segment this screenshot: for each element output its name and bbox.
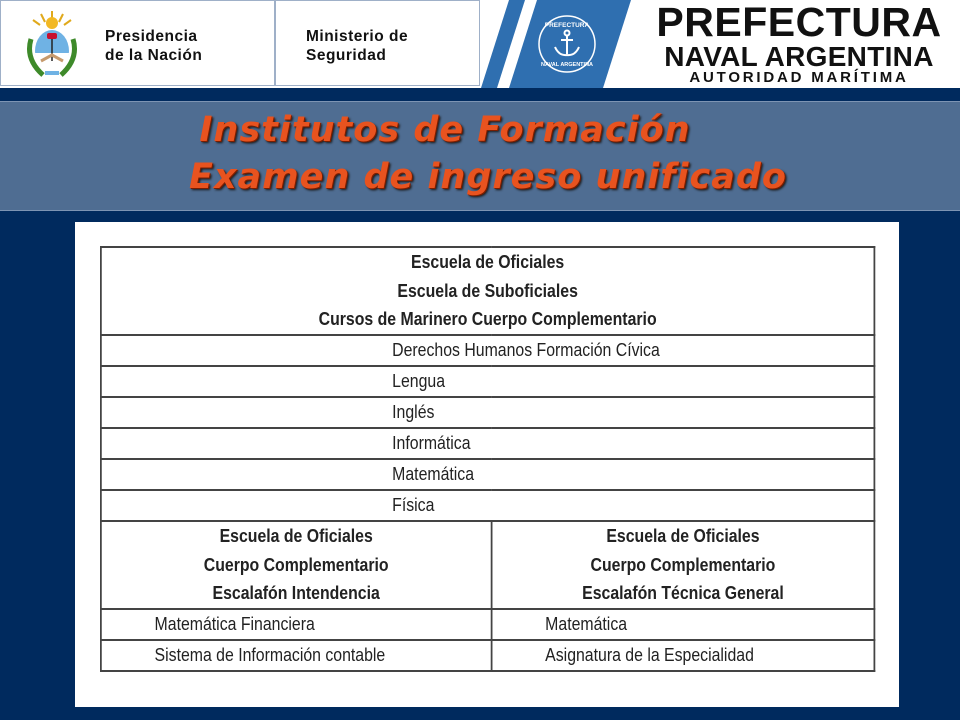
table-row	[101, 397, 875, 428]
header-banner	[0, 0, 960, 88]
right-header-line: Escuela de Oficiales	[606, 526, 760, 547]
subject-cell	[101, 366, 875, 397]
right-header-line: Cuerpo Complementario	[590, 554, 776, 575]
right-subject-cell: Asignatura de la Especialidad	[492, 640, 875, 671]
left-subject-cell: Sistema de Información contable	[101, 640, 492, 671]
table-row	[101, 428, 875, 459]
pna-title-line-1: PREFECTURA	[656, 0, 942, 45]
ministerio-label	[306, 27, 408, 65]
subject-label: Derechos Humanos Formación Cívica	[392, 340, 660, 360]
table-row	[101, 366, 875, 397]
subject-cell	[101, 490, 875, 521]
common-header-cell	[101, 247, 875, 335]
subject-label: Informática	[392, 433, 471, 453]
common-header-line: Escuela de Oficiales	[411, 252, 565, 273]
coat-of-arms-icon	[23, 9, 81, 79]
presidencia-box	[0, 0, 275, 86]
right-subject-cell: Matemática	[492, 609, 875, 640]
common-header-line: Cursos de Marinero Cuerpo Complementario	[318, 309, 657, 330]
pna-title-line-3: AUTORIDAD MARÍTIMA	[689, 69, 909, 86]
subject-cell	[101, 335, 875, 366]
common-header-line: Escuela de Suboficiales	[397, 280, 578, 301]
ministerio-line-2: Seguridad	[306, 47, 387, 64]
left-header-line: Cuerpo Complementario	[203, 554, 389, 575]
left-header-cell	[101, 521, 492, 609]
table-row	[101, 521, 875, 609]
right-header-cell	[492, 521, 875, 609]
subject-cell	[101, 428, 875, 459]
pna-title	[638, 0, 960, 88]
table-row	[101, 609, 875, 640]
emblem-text-bottom: NAVAL ARGENTINA	[540, 62, 594, 68]
content-panel	[75, 222, 899, 707]
subject-label: Física	[392, 495, 435, 515]
title-line-1: Institutos de Formación	[199, 110, 691, 150]
header-divider	[0, 88, 960, 100]
exam-table	[100, 246, 875, 672]
pna-title-line-2: NAVAL ARGENTINA	[664, 41, 934, 72]
subject-cell	[101, 459, 875, 490]
subject-cell	[101, 397, 875, 428]
subject-label: Matemática	[392, 464, 475, 484]
table-row	[101, 490, 875, 521]
presidencia-line-1: Presidencia	[105, 28, 198, 45]
emblem-text-top: PREFECTURA	[544, 22, 590, 29]
subject-label: Lengua	[392, 371, 446, 391]
table-row	[101, 640, 875, 671]
table-row	[101, 459, 875, 490]
prefectura-emblem	[481, 0, 636, 88]
left-subject-cell: Matemática Financiera	[101, 609, 492, 640]
left-header-line: Escalafón Intendencia	[212, 583, 380, 604]
title-line-2: Examen de ingreso unificado	[189, 157, 787, 197]
title-band	[0, 101, 960, 211]
subject-label: Inglés	[392, 402, 435, 422]
table-row	[101, 335, 875, 366]
presidencia-label	[105, 27, 202, 65]
right-header-line: Escalafón Técnica General	[582, 583, 784, 604]
left-header-line: Escuela de Oficiales	[219, 526, 373, 547]
ministerio-box	[275, 0, 480, 86]
table-row	[101, 247, 875, 335]
presidencia-line-2: de la Nación	[105, 47, 203, 64]
ministerio-line-1: Ministerio de	[306, 28, 409, 45]
